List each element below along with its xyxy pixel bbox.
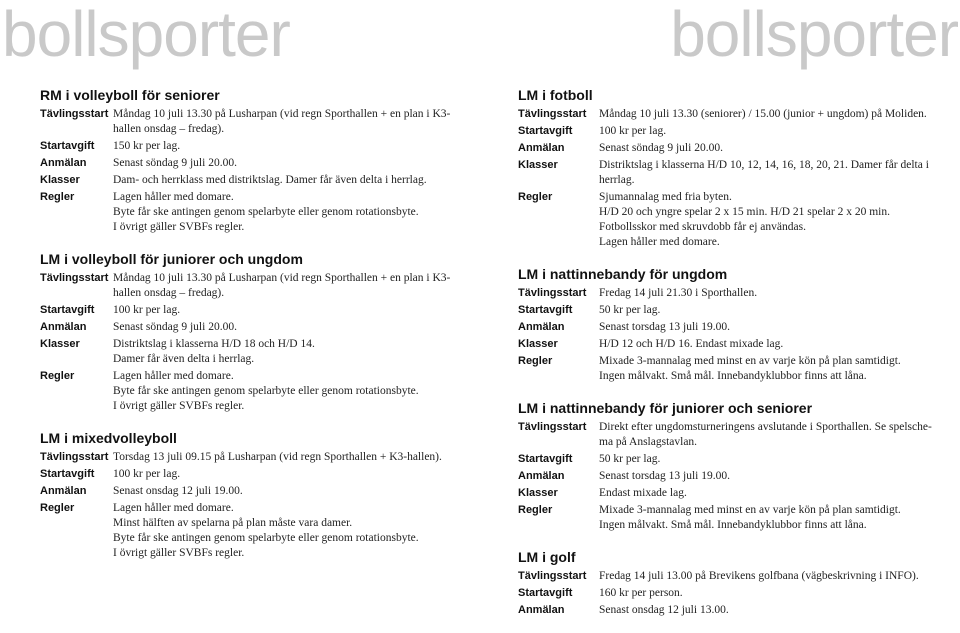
row-value bbox=[599, 452, 938, 467]
row-value bbox=[599, 303, 938, 318]
value-line: Lagen håller med domare. bbox=[113, 502, 234, 514]
row-value bbox=[599, 107, 938, 122]
value-line: H/D 20 och yngre spelar 2 x 15 min. H/D 21 spelar 2 x 20 min. bbox=[599, 206, 890, 218]
row-label: Regler bbox=[40, 191, 75, 203]
section-rm-i-volleyboll-for-seniorer bbox=[40, 86, 455, 235]
value-line: Senast söndag 9 juli 20.00. bbox=[113, 157, 237, 169]
row-label: Regler bbox=[518, 191, 553, 203]
value-line: I övrigt gäller SVBFs regler. bbox=[113, 221, 245, 233]
brand-title-right: bollsporter bbox=[670, 0, 958, 70]
value-line: Minst hälften av spelarna på plan måste vara damer. bbox=[113, 517, 353, 529]
info-row-anmalan bbox=[40, 320, 455, 335]
row-label: Regler bbox=[40, 502, 75, 514]
value-line: Senast söndag 9 juli 20.00. bbox=[113, 321, 237, 333]
value-line: Fredag 14 juli 21.30 i Sporthallen. bbox=[599, 287, 758, 299]
section-title: LM i nattinnebandy för ungdom bbox=[518, 266, 728, 282]
info-row-startavgift bbox=[518, 586, 938, 601]
row-label: Startavgift bbox=[518, 304, 573, 316]
section-title: LM i golf bbox=[518, 549, 576, 565]
row-label: Startavgift bbox=[40, 304, 95, 316]
row-label: Startavgift bbox=[40, 468, 95, 480]
value-line: 100 kr per lag. bbox=[113, 304, 181, 316]
row-value bbox=[113, 450, 455, 465]
row-value bbox=[599, 586, 938, 601]
info-row-startavgift bbox=[518, 124, 938, 139]
info-row-regler bbox=[40, 369, 455, 414]
info-row-klasser bbox=[518, 337, 938, 352]
row-label: Tävlingsstart bbox=[40, 272, 109, 284]
row-value bbox=[113, 173, 455, 188]
value-line: Torsdag 13 juli 09.15 på Lusharpan (vid regn Sporthallen + K3-hallen). bbox=[113, 451, 442, 463]
row-label: Regler bbox=[518, 355, 553, 367]
info-row-anmalan bbox=[518, 469, 938, 484]
row-value bbox=[113, 107, 455, 137]
section-lm-i-volleyboll-for-juniorer-och-ungdom bbox=[40, 250, 455, 414]
row-value bbox=[113, 190, 455, 235]
section-lm-i-nattinnebandy-for-ungdom bbox=[518, 265, 938, 384]
value-line: Senast söndag 9 juli 20.00. bbox=[599, 142, 723, 154]
value-line: Måndag 10 juli 13.30 på Lusharpan (vid regn Sporthallen + en plan i K3- hallen onsdag – fredag). bbox=[113, 272, 451, 299]
row-label: Anmälan bbox=[40, 157, 87, 169]
value-line: Distriktslag i klasserna H/D 18 och H/D 14. bbox=[113, 338, 315, 350]
value-line: Senast torsdag 13 juli 19.00. bbox=[599, 321, 730, 333]
section-title: LM i fotboll bbox=[518, 87, 593, 103]
info-row-tavlingsstart bbox=[518, 286, 938, 301]
section-title: LM i mixedvolleyboll bbox=[40, 430, 177, 446]
value-line: 160 kr per person. bbox=[599, 587, 683, 599]
row-label: Klasser bbox=[518, 338, 558, 350]
row-label: Tävlingsstart bbox=[518, 421, 587, 433]
value-line: Byte får ske antingen genom spelarbyte eller genom rotationsbyte. bbox=[113, 206, 419, 218]
info-row-startavgift bbox=[40, 303, 455, 318]
value-line: Måndag 10 juli 13.30 (seniorer) / 15.00 (junior + ungdom) på Moliden. bbox=[599, 108, 927, 120]
row-label: Klasser bbox=[518, 487, 558, 499]
info-row-anmalan bbox=[518, 603, 938, 618]
value-line: Mixade 3-mannalag med minst en av varje kön på plan samtidigt. bbox=[599, 504, 901, 516]
row-label: Tävlingsstart bbox=[518, 287, 587, 299]
section-lm-i-fotboll bbox=[518, 86, 938, 250]
row-label: Anmälan bbox=[518, 142, 565, 154]
value-line: Direkt efter ungdomsturneringens avslutande i Sporthallen. Se spelsche- ma på Anslagstavlan. bbox=[599, 421, 932, 448]
value-line: Senast onsdag 12 juli 13.00. bbox=[599, 604, 729, 616]
value-line: Endast mixade lag. bbox=[599, 487, 687, 499]
row-value bbox=[599, 320, 938, 335]
row-value bbox=[599, 569, 938, 584]
value-line: Senast onsdag 12 juli 19.00. bbox=[113, 485, 243, 497]
section-lm-i-mixedvolleyboll bbox=[40, 429, 455, 561]
row-value bbox=[599, 337, 938, 352]
row-value bbox=[599, 141, 938, 156]
row-value bbox=[113, 139, 455, 154]
row-label: Startavgift bbox=[518, 587, 573, 599]
info-row-klasser bbox=[518, 158, 938, 188]
value-line: Ingen målvakt. Små mål. Innebandyklubbor finns att låna. bbox=[599, 519, 867, 531]
value-line: 150 kr per lag. bbox=[113, 140, 181, 152]
row-label: Startavgift bbox=[518, 453, 573, 465]
info-row-regler bbox=[518, 354, 938, 384]
info-row-tavlingsstart bbox=[40, 450, 455, 465]
row-value bbox=[113, 156, 455, 171]
value-line: I övrigt gäller SVBFs regler. bbox=[113, 400, 245, 412]
info-row-anmalan bbox=[518, 320, 938, 335]
row-value bbox=[599, 286, 938, 301]
info-row-tavlingsstart bbox=[518, 569, 938, 584]
row-value bbox=[599, 190, 938, 250]
info-row-startavgift bbox=[518, 303, 938, 318]
row-value bbox=[113, 337, 455, 367]
value-line: Senast torsdag 13 juli 19.00. bbox=[599, 470, 730, 482]
row-value bbox=[599, 503, 938, 533]
info-row-regler bbox=[40, 190, 455, 235]
section-lm-i-golf bbox=[518, 548, 938, 618]
row-label: Klasser bbox=[40, 174, 80, 186]
brand-title-left: bollsporter bbox=[2, 0, 290, 70]
info-row-anmalan bbox=[40, 484, 455, 499]
value-line: Måndag 10 juli 13.30 på Lusharpan (vid regn Sporthallen + en plan i K3- hallen onsdag – fredag). bbox=[113, 108, 451, 135]
row-label: Anmälan bbox=[40, 485, 87, 497]
row-value bbox=[113, 501, 455, 561]
row-label: Startavgift bbox=[518, 125, 573, 137]
row-label: Regler bbox=[518, 504, 553, 516]
row-label: Tävlingsstart bbox=[40, 108, 109, 120]
info-row-klasser bbox=[518, 486, 938, 501]
row-label: Startavgift bbox=[40, 140, 95, 152]
row-label: Tävlingsstart bbox=[518, 570, 587, 582]
section-lm-i-nattinnebandy-for-juniorer-och-seniorer bbox=[518, 399, 938, 533]
row-label: Anmälan bbox=[518, 604, 565, 616]
row-label: Regler bbox=[40, 370, 75, 382]
row-label: Klasser bbox=[518, 159, 558, 171]
value-line: Lagen håller med domare. bbox=[599, 236, 720, 248]
row-value bbox=[599, 486, 938, 501]
row-value bbox=[113, 484, 455, 499]
left-column bbox=[40, 86, 455, 576]
value-line: I övrigt gäller SVBFs regler. bbox=[113, 547, 245, 559]
row-value bbox=[599, 603, 938, 618]
section-title: RM i volleyboll för seniorer bbox=[40, 87, 220, 103]
value-line: 100 kr per lag. bbox=[599, 125, 667, 137]
row-value bbox=[113, 369, 455, 414]
row-value bbox=[599, 354, 938, 384]
right-column bbox=[518, 86, 938, 633]
row-label: Anmälan bbox=[40, 321, 87, 333]
info-row-tavlingsstart bbox=[40, 107, 455, 137]
info-row-startavgift bbox=[40, 139, 455, 154]
row-value bbox=[113, 303, 455, 318]
info-row-klasser bbox=[40, 337, 455, 367]
row-value bbox=[113, 467, 455, 482]
row-label: Tävlingsstart bbox=[40, 451, 109, 463]
info-row-anmalan bbox=[518, 141, 938, 156]
value-line: Fotbollsskor med skruvdobb får ej användas. bbox=[599, 221, 806, 233]
value-line: 100 kr per lag. bbox=[113, 468, 181, 480]
row-label: Anmälan bbox=[518, 470, 565, 482]
info-row-anmalan bbox=[40, 156, 455, 171]
value-line: Ingen målvakt. Små mål. Innebandyklubbor finns att låna. bbox=[599, 370, 867, 382]
info-row-regler bbox=[518, 503, 938, 533]
row-value bbox=[113, 320, 455, 335]
value-line: Dam- och herrklass med distriktslag. Damer får även delta i herrlag. bbox=[113, 174, 427, 186]
row-value bbox=[599, 469, 938, 484]
info-row-tavlingsstart bbox=[518, 107, 938, 122]
row-label: Tävlingsstart bbox=[518, 108, 587, 120]
value-line: Damer får även delta i herrlag. bbox=[113, 353, 255, 365]
info-row-startavgift bbox=[518, 452, 938, 467]
value-line: Mixade 3-mannalag med minst en av varje kön på plan samtidigt. bbox=[599, 355, 901, 367]
value-line: H/D 12 och H/D 16. Endast mixade lag. bbox=[599, 338, 784, 350]
value-line: Byte får ske antingen genom spelarbyte eller genom rotationsbyte. bbox=[113, 532, 419, 544]
info-row-regler bbox=[40, 501, 455, 561]
value-line: Lagen håller med domare. bbox=[113, 370, 234, 382]
info-row-regler bbox=[518, 190, 938, 250]
section-title: LM i nattinnebandy för juniorer och seniorer bbox=[518, 400, 813, 416]
row-label: Klasser bbox=[40, 338, 80, 350]
value-line: Lagen håller med domare. bbox=[113, 191, 234, 203]
row-value bbox=[113, 271, 455, 301]
info-row-startavgift bbox=[40, 467, 455, 482]
value-line: Fredag 14 juli 13.00 på Brevikens golfbana (vägbeskrivning i INFO). bbox=[599, 570, 919, 582]
value-line: Byte får ske antingen genom spelarbyte eller genom rotationsbyte. bbox=[113, 385, 419, 397]
value-line: Distriktslag i klasserna H/D 10, 12, 14, 16, 18, 20, 21. Damer får delta i herrlag. bbox=[599, 159, 929, 186]
info-row-klasser bbox=[40, 173, 455, 188]
row-label: Anmälan bbox=[518, 321, 565, 333]
value-line: 50 kr per lag. bbox=[599, 453, 661, 465]
info-row-tavlingsstart bbox=[518, 420, 938, 450]
value-line: 50 kr per lag. bbox=[599, 304, 661, 316]
row-value bbox=[599, 158, 938, 188]
info-row-tavlingsstart bbox=[40, 271, 455, 301]
section-title: LM i volleyboll för juniorer och ungdom bbox=[40, 251, 303, 267]
row-value bbox=[599, 124, 938, 139]
row-value bbox=[599, 420, 938, 450]
value-line: Sjumannalag med fria byten. bbox=[599, 191, 732, 203]
